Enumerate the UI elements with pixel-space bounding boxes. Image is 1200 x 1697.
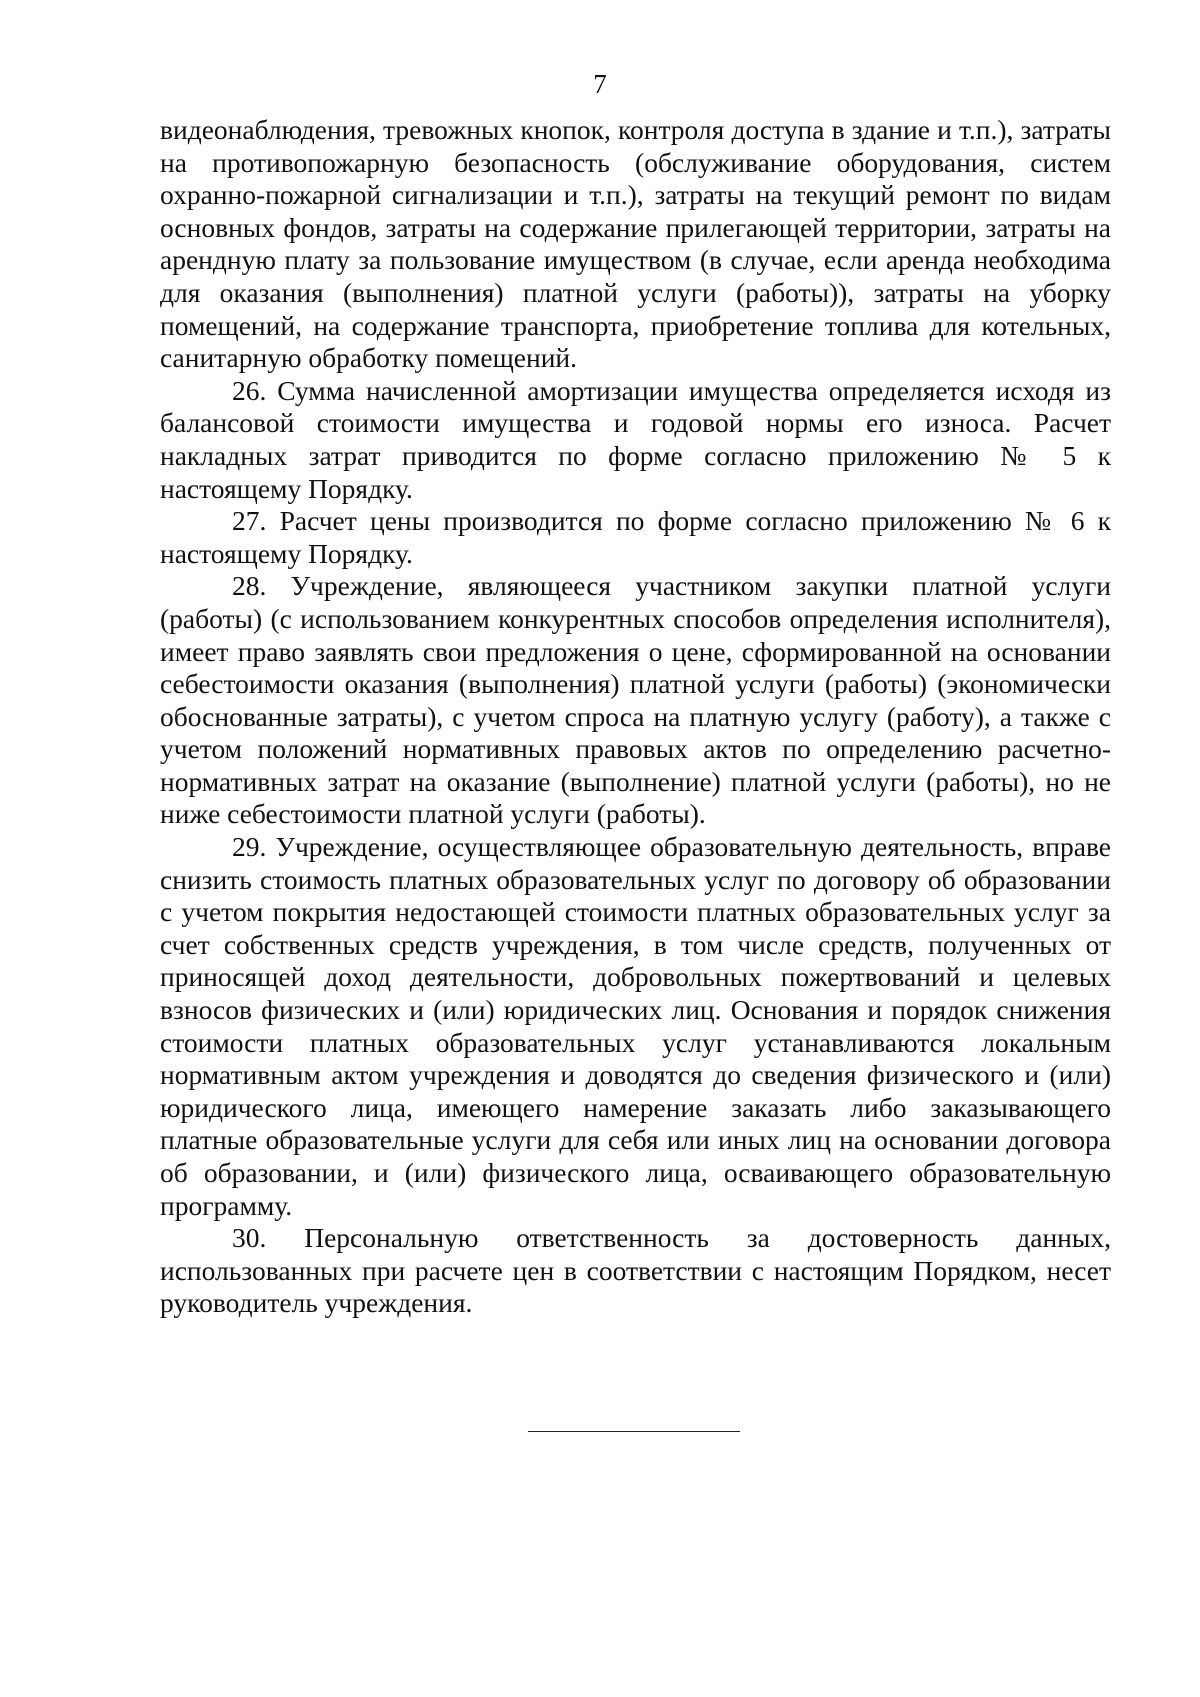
paragraph-26: 26. Сумма начисленной амортизации имущества определяется исходя из балансовой стоимости имущества и годовой нормы его износа. Расчет накладных затрат приводится по форме согласно приложению № 5 к настоящему Порядку. [160, 374, 1111, 504]
end-of-document-rule [528, 1431, 740, 1432]
paragraph-30: 30. Персональную ответственность за достоверность данных, использованных при расчете цен в соответствии с настоящим Порядком, несет руководитель учреждения. [160, 1222, 1111, 1319]
paragraph-continuation: видеонаблюдения, тревожных кнопок, контроля доступа в здание и т.п.), затраты на противопожарную безопасность (обслуживание оборудования, систем охранно-пожарной сигнализации и т.п.), затраты на текущий ремонт по видам основных фондов, затраты на содержание прилегающей территории, затраты на арендную плату за пользование имуществом (в случае, если аренда необходима для оказания (выполнения) платной услуги (работы)), затраты на уборку помещений, на содержание транспорта, приобретение топлива для котельных, санитарную обработку помещений. [160, 114, 1111, 374]
paragraph-27: 27. Расчет цены производится по форме согласно приложению № 6 к настоящему Порядку. [160, 505, 1111, 569]
paragraph-29: 29. Учреждение, осуществляющее образовательную деятельность, вправе снизить стоимость платных образовательных услуг по договору об образовании с учетом покрытия недостающей стоимости платных образовательных услуг за счет собственных средств учреждения, в том числе средств, полученных от приносящей доход деятельности, добровольных пожертвований и целевых взносов физических и (или) юридических лиц. Основания и порядок снижения стоимости платных образовательных услуг устанавливаются локальным нормативным актом учреждения и доводятся до сведения физического и (или) юридического лица, имеющего намерение заказать либо заказывающего платные образовательные услуги для себя или иных лиц на основании договора об образовании, и (или) физического лица, осваивающего образовательную программу. [160, 831, 1111, 1221]
page-number: 7 [593, 69, 607, 99]
paragraph-28: 28. Учреждение, являющееся участником закупки платной услуги (работы) (с использованием конкурентных способов определения исполнителя), имеет право заявлять свои предложения о цене, сформированной на основании себестоимости оказания (выполнения) платной услуги (работы) (экономически обоснованные затраты), с учетом спроса на платную услугу (работу), а также с учетом положений нормативных правовых актов по определению расчетно-нормативных затрат на оказание (выполнение) платной услуги (работы), но не ниже себестоимости платной услуги (работы). [160, 570, 1111, 830]
document-body [160, 114, 1111, 1320]
